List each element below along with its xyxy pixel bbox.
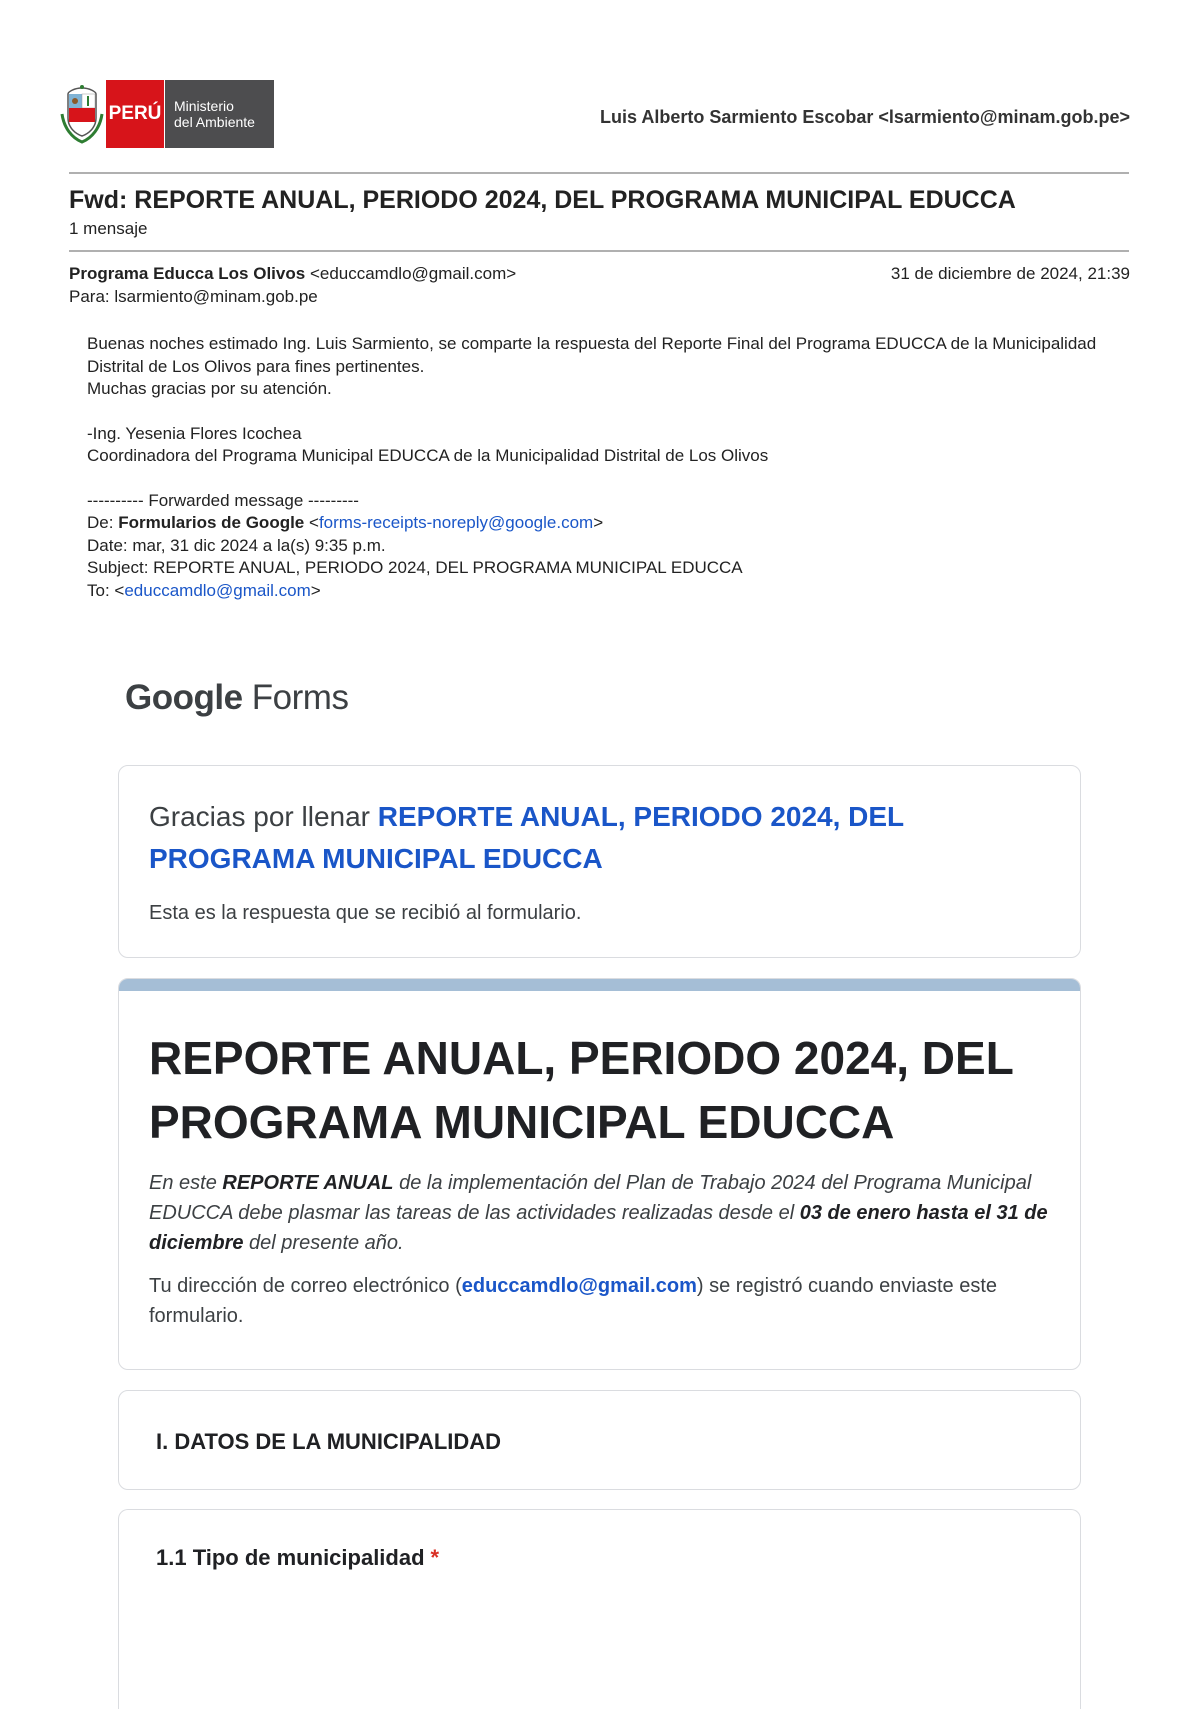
forwarded-from-link[interactable]: forms-receipts-noreply@google.com — [318, 513, 594, 532]
divider — [69, 250, 1129, 252]
question-title: 1.1 Tipo de municipalidad * — [156, 1545, 440, 1570]
forwarded-from-name: Formularios de Google — [118, 513, 305, 532]
google-wordmark: Google — [125, 678, 243, 717]
section-title: I. DATOS DE LA MUNICIPALIDAD — [156, 1429, 502, 1454]
form-header-card — [118, 978, 1081, 1370]
message-body — [87, 333, 1127, 602]
forwarded-to-link[interactable]: educcamdlo@gmail.com — [124, 580, 311, 600]
forwarded-subject: Subject: REPORTE ANUAL, PERIODO 2024, DEL PROGRAMA MUNICIPAL EDUCCA — [87, 558, 743, 577]
signature-name: -Ing. Yesenia Flores Icochea — [87, 423, 302, 443]
forwarded-label: ---------- Forwarded message --------- — [87, 490, 359, 510]
respondent-email[interactable]: educcamdlo@gmail.com — [461, 1275, 697, 1297]
form-title: REPORTE ANUAL, PERIODO 2024, DEL PROGRAMA MUNICIPAL EDUCCA — [149, 1032, 1013, 1148]
thanks-heading — [149, 796, 1029, 880]
peru-label: PERÚ — [106, 80, 164, 148]
body-text: Muchas gracias por su atención. — [87, 379, 332, 398]
required-mark: * — [430, 1545, 440, 1570]
forwarded-from: De: Formularios de Google <forms-receipts-noreply@google.com> — [87, 513, 604, 532]
email-recorded-note: Tu dirección de correo electrónico (educcamdlo@gmail.com) se registró cuando enviaste este formulario. — [149, 1275, 998, 1327]
sender-email: <educcamdlo@gmail.com> — [309, 264, 517, 283]
forwarded-to: To: <educcamdlo@gmail.com> — [87, 580, 321, 600]
thanks-prefix: Gracias por llenar — [149, 801, 378, 832]
account-identity: Luis Alberto Sarmiento Escobar <lsarmiento@minam.gob.pe> — [599, 107, 1130, 127]
google-forms-logo — [125, 678, 348, 718]
response-note: Esta es la respuesta que se recibió al formulario. — [149, 902, 582, 924]
body-text: Buenas noches estimado Ing. Luis Sarmiento, se comparte la respuesta del Reporte Final del Programa EDUCCA de la Municipalidad Distrital de Los Olivos para fines pertinentes. — [87, 334, 1097, 376]
question-card — [118, 1509, 1081, 1709]
forms-wordmark: Forms — [251, 678, 349, 717]
peru-crest-icon — [60, 84, 104, 144]
sender-name: Programa Educca Los Olivos — [69, 264, 306, 283]
thanks-card — [118, 765, 1081, 958]
forwarded-date: Date: mar, 31 dic 2024 a la(s) 9:35 p.m. — [87, 535, 386, 555]
divider — [69, 172, 1129, 174]
ministry-line-1: Ministerio — [174, 98, 234, 114]
message-count: 1 mensaje — [69, 219, 148, 238]
message-date: 31 de diciembre de 2024, 21:39 — [890, 264, 1130, 283]
form-description: En este REPORTE ANUAL de la implementación del Plan de Trabajo 2024 del Programa Municipal EDUCCA debe plasmar las tareas de las actividades realizadas desde el 03 de enero hasta el 31 de diciembre del presente año. — [149, 1172, 1048, 1254]
form-title-link[interactable]: REPORTE ANUAL, PERIODO 2024, DEL PROGRAMA MUNICIPAL EDUCCA — [149, 801, 904, 874]
message-to: Para: lsarmiento@minam.gob.pe — [69, 287, 318, 306]
ministry-line-2: del Ambiente — [174, 114, 255, 130]
message-from — [69, 264, 516, 284]
minam-logo — [60, 80, 274, 148]
section-card — [118, 1390, 1081, 1490]
ministry-label — [165, 80, 274, 148]
signature-role: Coordinadora del Programa Municipal EDUCCA de la Municipalidad Distrital de Los Olivos — [87, 446, 769, 465]
thread-subject: Fwd: REPORTE ANUAL, PERIODO 2024, DEL PROGRAMA MUNICIPAL EDUCCA — [69, 186, 1016, 214]
form-color-bar — [119, 979, 1080, 991]
